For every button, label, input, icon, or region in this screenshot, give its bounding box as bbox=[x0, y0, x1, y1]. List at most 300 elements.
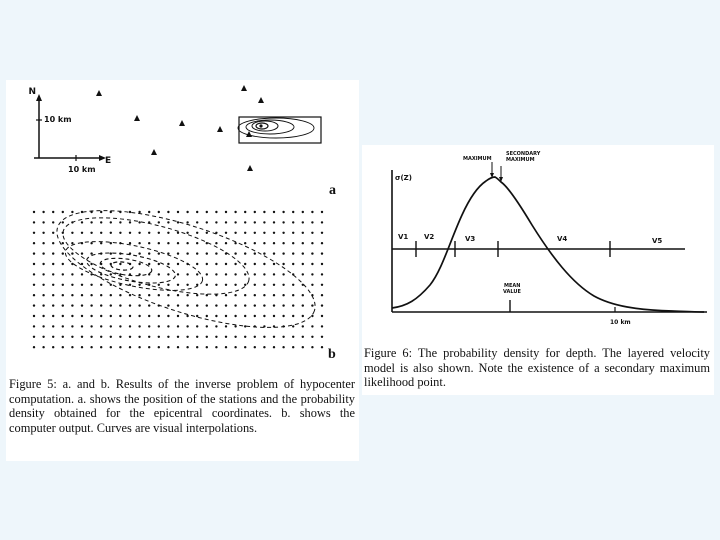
station-triangle-icon bbox=[258, 97, 264, 103]
grid-dot bbox=[206, 221, 208, 223]
grid-dot bbox=[215, 315, 217, 317]
grid-dot bbox=[158, 315, 160, 317]
grid-dot bbox=[110, 284, 112, 286]
grid-dot bbox=[42, 273, 44, 275]
station-triangle-icon bbox=[179, 120, 185, 126]
grid-dot bbox=[292, 242, 294, 244]
grid-dot bbox=[215, 263, 217, 265]
grid-dot bbox=[244, 273, 246, 275]
grid-dot bbox=[33, 273, 35, 275]
grid-dot bbox=[81, 252, 83, 254]
station-triangle-icon bbox=[151, 149, 157, 155]
grid-dot bbox=[33, 232, 35, 234]
figure-6-caption: Figure 6: The probability density for depth. The layered velocity model is also shown. Note the existence of a secondary maximum likelihood point. bbox=[364, 346, 710, 390]
grid-dot bbox=[167, 242, 169, 244]
grid-dot bbox=[42, 346, 44, 348]
grid-dot bbox=[148, 336, 150, 338]
grid-dot bbox=[321, 221, 323, 223]
grid-dot bbox=[206, 263, 208, 265]
grid-dot bbox=[186, 336, 188, 338]
grid-dot bbox=[311, 242, 313, 244]
grid-dot bbox=[52, 221, 54, 223]
grid-dot bbox=[71, 325, 73, 327]
grid-dot bbox=[196, 336, 198, 338]
grid-dot bbox=[167, 263, 169, 265]
grid-dot bbox=[321, 304, 323, 306]
grid-dot bbox=[225, 263, 227, 265]
grid-dot bbox=[311, 221, 313, 223]
grid-dot bbox=[234, 242, 236, 244]
grid-dot bbox=[196, 252, 198, 254]
grid-dot bbox=[196, 263, 198, 265]
grid-dot bbox=[263, 294, 265, 296]
grid-dot bbox=[244, 232, 246, 234]
grid-dot bbox=[196, 242, 198, 244]
grid-dot bbox=[225, 273, 227, 275]
grid-dot bbox=[138, 221, 140, 223]
grid-dot bbox=[263, 336, 265, 338]
grid-dot bbox=[282, 242, 284, 244]
station-triangle-icon bbox=[241, 85, 247, 91]
grid-dot bbox=[158, 221, 160, 223]
grid-dot bbox=[282, 315, 284, 317]
grid-dot bbox=[81, 263, 83, 265]
grid-dot bbox=[244, 252, 246, 254]
grid-dot bbox=[215, 325, 217, 327]
grid-dot bbox=[42, 284, 44, 286]
grid-dot bbox=[158, 346, 160, 348]
grid-dot bbox=[110, 325, 112, 327]
grid-dot bbox=[225, 325, 227, 327]
grid-dot bbox=[196, 221, 198, 223]
grid-dot bbox=[234, 336, 236, 338]
grid-dot bbox=[215, 242, 217, 244]
grid-dot bbox=[71, 273, 73, 275]
grid-dot bbox=[263, 304, 265, 306]
grid-dot bbox=[302, 221, 304, 223]
grid-dot bbox=[282, 284, 284, 286]
panel-a-label: a bbox=[329, 183, 336, 198]
grid-dot bbox=[292, 315, 294, 317]
grid-dot bbox=[302, 263, 304, 265]
grid-dot bbox=[225, 221, 227, 223]
grid-dot bbox=[321, 242, 323, 244]
grid-dot bbox=[311, 252, 313, 254]
grid-dot bbox=[42, 325, 44, 327]
grid-dot bbox=[110, 221, 112, 223]
grid-dot bbox=[177, 252, 179, 254]
probability-contours bbox=[44, 186, 327, 351]
grid-dot bbox=[177, 263, 179, 265]
grid-dot bbox=[138, 304, 140, 306]
grid-dot bbox=[206, 232, 208, 234]
grid-dot bbox=[71, 346, 73, 348]
grid-dot bbox=[62, 252, 64, 254]
grid-dot bbox=[62, 346, 64, 348]
grid-dot bbox=[42, 232, 44, 234]
grid-dot bbox=[177, 304, 179, 306]
grid-dot bbox=[177, 325, 179, 327]
grid-dot bbox=[311, 232, 313, 234]
grid-dot bbox=[100, 284, 102, 286]
grid-dot bbox=[167, 211, 169, 213]
maximum-label: MAXIMUM bbox=[463, 156, 492, 162]
grid-dot bbox=[158, 336, 160, 338]
grid-dot bbox=[138, 294, 140, 296]
grid-dot bbox=[119, 232, 121, 234]
grid-dot bbox=[158, 325, 160, 327]
grid-dot bbox=[273, 294, 275, 296]
grid-dot bbox=[158, 263, 160, 265]
grid-dot bbox=[273, 315, 275, 317]
grid-dot bbox=[90, 294, 92, 296]
grid-dot bbox=[129, 294, 131, 296]
grid-dot bbox=[244, 284, 246, 286]
layer-v3-label: V3 bbox=[465, 235, 476, 243]
grid-dot bbox=[52, 325, 54, 327]
grid-dot bbox=[90, 346, 92, 348]
grid-dot bbox=[100, 221, 102, 223]
grid-dot bbox=[311, 325, 313, 327]
grid-dot bbox=[71, 211, 73, 213]
grid-dot bbox=[167, 315, 169, 317]
grid-dot bbox=[321, 263, 323, 265]
grid-dot bbox=[196, 232, 198, 234]
grid-dot bbox=[42, 242, 44, 244]
grid-dot bbox=[311, 315, 313, 317]
grid-dot bbox=[302, 273, 304, 275]
grid-dot bbox=[225, 304, 227, 306]
grid-dot bbox=[81, 232, 83, 234]
grid-dot bbox=[100, 242, 102, 244]
grid-dot bbox=[273, 336, 275, 338]
grid-dot bbox=[167, 221, 169, 223]
grid-dot bbox=[129, 346, 131, 348]
grid-dot bbox=[302, 304, 304, 306]
station-triangle-icon bbox=[96, 90, 102, 96]
grid-dot bbox=[321, 346, 323, 348]
grid-dot bbox=[244, 211, 246, 213]
grid-dot bbox=[234, 346, 236, 348]
grid-dot bbox=[254, 273, 256, 275]
grid-dot bbox=[62, 273, 64, 275]
layer-v5-label: V5 bbox=[652, 237, 663, 245]
grid-dot bbox=[129, 232, 131, 234]
grid-dot bbox=[100, 304, 102, 306]
grid-dot bbox=[234, 304, 236, 306]
grid-dot bbox=[282, 211, 284, 213]
grid-dot bbox=[273, 252, 275, 254]
grid-dot bbox=[206, 325, 208, 327]
grid-dot bbox=[42, 304, 44, 306]
grid-dot bbox=[71, 294, 73, 296]
grid-dot bbox=[119, 315, 121, 317]
grid-dot bbox=[119, 221, 121, 223]
grid-dot bbox=[119, 294, 121, 296]
epicenter-contours bbox=[238, 118, 314, 138]
grid-dot bbox=[206, 315, 208, 317]
grid-dot bbox=[215, 221, 217, 223]
grid-dot bbox=[81, 346, 83, 348]
grid-dot bbox=[225, 232, 227, 234]
grid-dot bbox=[234, 211, 236, 213]
grid-dot bbox=[42, 252, 44, 254]
grid-dot bbox=[321, 284, 323, 286]
grid-dot bbox=[52, 242, 54, 244]
grid-dot bbox=[110, 315, 112, 317]
grid-dot bbox=[90, 232, 92, 234]
grid-dot bbox=[244, 263, 246, 265]
grid-dot bbox=[186, 252, 188, 254]
grid-dot bbox=[167, 273, 169, 275]
grid-dot bbox=[71, 304, 73, 306]
grid-dot bbox=[138, 263, 140, 265]
grid-dot bbox=[129, 242, 131, 244]
grid-dot bbox=[292, 252, 294, 254]
scale-vertical-label: 10 km bbox=[44, 115, 72, 124]
grid-dot bbox=[33, 346, 35, 348]
grid-dot bbox=[292, 346, 294, 348]
grid-dot bbox=[263, 315, 265, 317]
layer-v1-label: V1 bbox=[398, 233, 409, 241]
grid-dot bbox=[110, 336, 112, 338]
grid-dot bbox=[167, 304, 169, 306]
figure-5-panel bbox=[6, 80, 359, 461]
grid-dot bbox=[302, 346, 304, 348]
grid-dot bbox=[90, 315, 92, 317]
layer-v2-label: V2 bbox=[424, 233, 435, 241]
grid-dot bbox=[254, 315, 256, 317]
grid-dot bbox=[33, 242, 35, 244]
grid-dot bbox=[321, 273, 323, 275]
grid-dot bbox=[206, 336, 208, 338]
grid-dot bbox=[62, 284, 64, 286]
grid-dot bbox=[148, 242, 150, 244]
grid-dot bbox=[129, 211, 131, 213]
grid-dot bbox=[282, 304, 284, 306]
grid-dot bbox=[42, 221, 44, 223]
grid-dot bbox=[110, 304, 112, 306]
grid-dot bbox=[110, 252, 112, 254]
grid-dot bbox=[177, 294, 179, 296]
grid-dot bbox=[52, 315, 54, 317]
secondary-label-line1: SECONDARY bbox=[506, 151, 541, 157]
grid-dot bbox=[273, 273, 275, 275]
grid-dot bbox=[196, 325, 198, 327]
grid-dot bbox=[263, 232, 265, 234]
grid-dot bbox=[282, 263, 284, 265]
grid-dot bbox=[206, 273, 208, 275]
grid-dot bbox=[177, 221, 179, 223]
grid-dot bbox=[244, 304, 246, 306]
grid-dot bbox=[52, 211, 54, 213]
grid-dot bbox=[71, 315, 73, 317]
grid-dot bbox=[148, 211, 150, 213]
grid-dot bbox=[244, 346, 246, 348]
grid-dot bbox=[273, 346, 275, 348]
grid-dot bbox=[254, 221, 256, 223]
north-arrow-icon bbox=[36, 94, 42, 101]
grid-dot bbox=[234, 294, 236, 296]
grid-dot bbox=[186, 273, 188, 275]
grid-dot bbox=[273, 211, 275, 213]
grid-dot bbox=[273, 304, 275, 306]
east-label: E bbox=[105, 156, 112, 166]
grid-dot bbox=[100, 325, 102, 327]
grid-dot bbox=[138, 336, 140, 338]
grid-dot bbox=[186, 232, 188, 234]
grid-dot bbox=[302, 211, 304, 213]
grid-dot bbox=[62, 263, 64, 265]
grid-dot bbox=[177, 346, 179, 348]
grid-dot bbox=[110, 232, 112, 234]
grid-dot bbox=[321, 325, 323, 327]
grid-dot bbox=[90, 336, 92, 338]
grid-dot bbox=[52, 346, 54, 348]
grid-dot bbox=[292, 336, 294, 338]
grid-dot bbox=[302, 252, 304, 254]
mean-label-line2: VALUE bbox=[503, 289, 521, 295]
grid-dot bbox=[129, 221, 131, 223]
grid-dot bbox=[186, 284, 188, 286]
grid-dot bbox=[138, 284, 140, 286]
grid-dot bbox=[177, 284, 179, 286]
grid-dot bbox=[33, 325, 35, 327]
grid-dot bbox=[62, 294, 64, 296]
grid-dot bbox=[42, 336, 44, 338]
grid-dot bbox=[148, 252, 150, 254]
grid-dot bbox=[311, 273, 313, 275]
station-triangle-icon bbox=[217, 126, 223, 132]
grid-dot bbox=[292, 232, 294, 234]
grid-dot bbox=[52, 263, 54, 265]
grid-dot bbox=[100, 336, 102, 338]
grid-dot bbox=[52, 294, 54, 296]
grid-dot bbox=[254, 211, 256, 213]
grid-dot bbox=[254, 284, 256, 286]
grid-dot bbox=[100, 294, 102, 296]
grid-dot bbox=[100, 232, 102, 234]
grid-dot bbox=[282, 294, 284, 296]
grid-dot bbox=[225, 284, 227, 286]
grid-dot bbox=[62, 242, 64, 244]
grid-dot bbox=[244, 325, 246, 327]
grid-dot bbox=[167, 325, 169, 327]
grid-dot bbox=[158, 273, 160, 275]
grid-dot bbox=[158, 284, 160, 286]
grid-dot bbox=[186, 346, 188, 348]
grid-dot bbox=[302, 325, 304, 327]
grid-dot bbox=[311, 211, 313, 213]
grid-dot bbox=[263, 252, 265, 254]
grid-dot bbox=[42, 315, 44, 317]
grid-dot bbox=[263, 242, 265, 244]
grid-dot bbox=[62, 325, 64, 327]
y-axis-label: σ(Z) bbox=[395, 174, 412, 182]
grid-dot bbox=[167, 284, 169, 286]
grid-dot bbox=[311, 263, 313, 265]
grid-dot bbox=[42, 263, 44, 265]
grid-dot bbox=[311, 304, 313, 306]
grid-dot bbox=[100, 346, 102, 348]
grid-dot bbox=[321, 211, 323, 213]
mean-label-line1: MEAN bbox=[504, 283, 521, 289]
grid-dot bbox=[225, 346, 227, 348]
grid-dot bbox=[62, 336, 64, 338]
grid-dot bbox=[225, 336, 227, 338]
grid-dot bbox=[311, 336, 313, 338]
grid-dot bbox=[263, 221, 265, 223]
grid-dot bbox=[234, 315, 236, 317]
grid-dot bbox=[148, 325, 150, 327]
grid-dot bbox=[119, 263, 121, 265]
grid-dot bbox=[177, 336, 179, 338]
grid-dot bbox=[254, 252, 256, 254]
grid-dot bbox=[196, 294, 198, 296]
grid-dot bbox=[62, 211, 64, 213]
grid-dot bbox=[321, 336, 323, 338]
grid-dot bbox=[196, 346, 198, 348]
grid-dot bbox=[62, 304, 64, 306]
grid-dot bbox=[292, 221, 294, 223]
grid-dot bbox=[110, 273, 112, 275]
grid-dot bbox=[177, 315, 179, 317]
grid-dot bbox=[225, 242, 227, 244]
secondary-label-line2: MAXIMUM bbox=[506, 157, 535, 163]
grid-dot bbox=[71, 284, 73, 286]
grid-dot bbox=[225, 315, 227, 317]
grid-dot bbox=[42, 211, 44, 213]
grid-dot bbox=[81, 294, 83, 296]
grid-dot bbox=[148, 304, 150, 306]
grid-dot bbox=[215, 211, 217, 213]
grid-dot bbox=[254, 232, 256, 234]
grid-dot bbox=[90, 263, 92, 265]
grid-dot bbox=[273, 232, 275, 234]
grid-dot bbox=[215, 346, 217, 348]
grid-dot bbox=[71, 336, 73, 338]
grid-dot bbox=[302, 336, 304, 338]
grid-dot bbox=[282, 336, 284, 338]
station-triangle-icon bbox=[134, 115, 140, 121]
grid-dot bbox=[52, 273, 54, 275]
grid-dot bbox=[138, 242, 140, 244]
grid-dot bbox=[138, 232, 140, 234]
grid-dot bbox=[282, 273, 284, 275]
grid-dot bbox=[215, 304, 217, 306]
grid-dot bbox=[263, 346, 265, 348]
grid-dot bbox=[177, 242, 179, 244]
grid-dot bbox=[206, 284, 208, 286]
grid-dot bbox=[311, 284, 313, 286]
grid-dot bbox=[33, 336, 35, 338]
grid-dot bbox=[206, 252, 208, 254]
grid-dot bbox=[138, 346, 140, 348]
grid-dot bbox=[119, 304, 121, 306]
grid-dot bbox=[206, 304, 208, 306]
grid-dot bbox=[196, 273, 198, 275]
grid-dot bbox=[215, 284, 217, 286]
grid-dot bbox=[302, 242, 304, 244]
grid-dot bbox=[167, 252, 169, 254]
grid-dot bbox=[282, 232, 284, 234]
grid-dot bbox=[90, 252, 92, 254]
grid-dot bbox=[52, 284, 54, 286]
grid-dot bbox=[244, 315, 246, 317]
grid-dot bbox=[234, 252, 236, 254]
north-label: N bbox=[28, 87, 36, 97]
grid-dot bbox=[52, 304, 54, 306]
